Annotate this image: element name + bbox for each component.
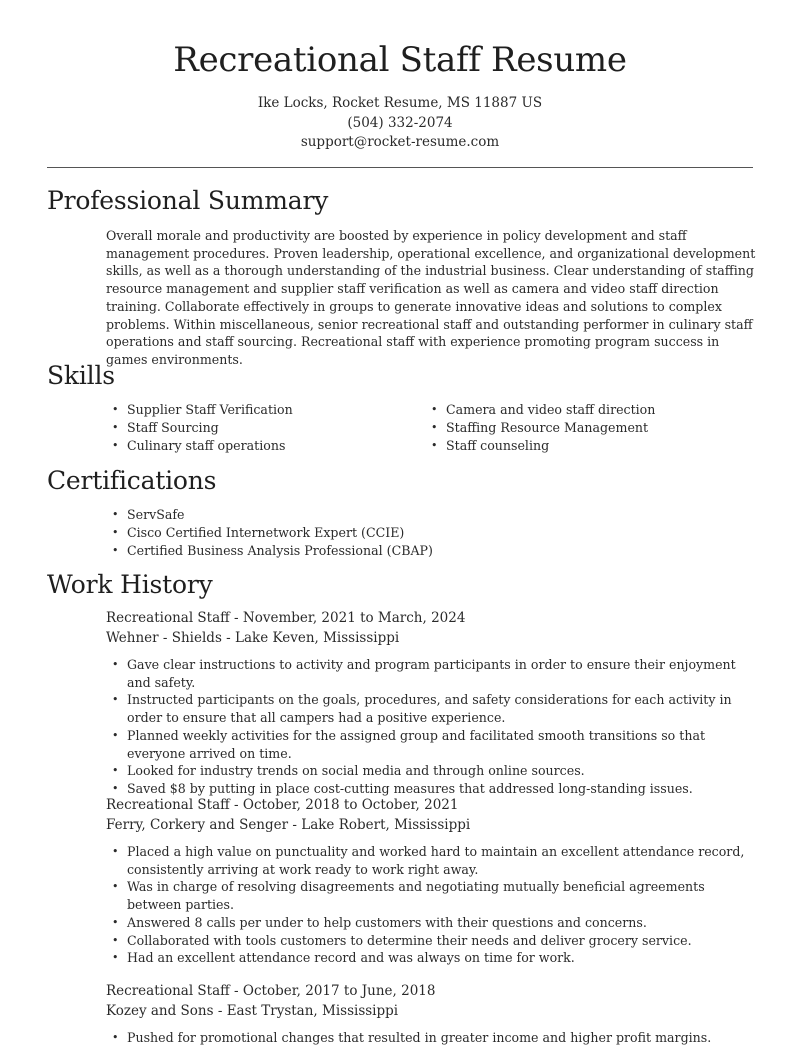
job-company-location: Wehner - Shields - Lake Keven, Mississippi bbox=[106, 629, 400, 646]
job-bullet: • Looked for industry trends on social media and through online sources. bbox=[106, 762, 756, 780]
certifications-heading: Certifications bbox=[47, 466, 217, 495]
skill-item: • Culinary staff operations bbox=[106, 437, 406, 455]
job-bullet: • Answered 8 calls per under to help customers with their questions and concerns. bbox=[106, 914, 756, 932]
contact-block bbox=[0, 94, 800, 153]
job-company-location: Kozey and Sons - East Trystan, Mississippi bbox=[106, 1002, 399, 1019]
job-entry bbox=[106, 796, 756, 967]
job-bullet: • Was in charge of resolving disagreements and negotiating mutually beneficial agreements between parties. bbox=[106, 878, 756, 913]
certifications-list bbox=[106, 506, 706, 559]
job-entry bbox=[106, 982, 756, 1047]
job-bullet: • Had an excellent attendance record and was always on time for work. bbox=[106, 949, 756, 967]
skills-heading: Skills bbox=[47, 361, 115, 390]
certification-item: • Certified Business Analysis Professional (CBAP) bbox=[106, 542, 706, 560]
job-title-dates: Recreational Staff - November, 2021 to March, 2024 bbox=[106, 610, 466, 626]
job-bullet: • Saved $8 by putting in place cost-cutting measures that addressed long-standing issues. bbox=[106, 780, 756, 798]
skills-list-left bbox=[106, 401, 406, 454]
header-divider bbox=[47, 167, 753, 168]
work-history-heading: Work History bbox=[47, 570, 213, 599]
contact-phone: (504) 332-2074 bbox=[347, 114, 453, 131]
job-bullet: • Placed a high value on punctuality and worked hard to maintain an excellent attendance record, consistently arriving at work ready to work right away. bbox=[106, 843, 756, 878]
skill-item: • Staff counseling bbox=[425, 437, 745, 455]
job-bullet: • Instructed participants on the goals, procedures, and safety considerations for each activity in order to ensure that all campers had a positive experience. bbox=[106, 691, 756, 726]
job-bullet: • Collaborated with tools customers to determine their needs and deliver grocery service. bbox=[106, 932, 756, 950]
job-title-dates: Recreational Staff - October, 2018 to October, 2021 bbox=[106, 797, 459, 813]
job-company-location: Ferry, Corkery and Senger - Lake Robert, Mississippi bbox=[106, 816, 471, 833]
job-bullets bbox=[106, 656, 756, 798]
skill-item: • Camera and video staff direction bbox=[425, 401, 745, 419]
summary-heading: Professional Summary bbox=[47, 186, 329, 215]
skill-item: • Staffing Resource Management bbox=[425, 419, 745, 437]
job-title-dates: Recreational Staff - October, 2017 to June, 2018 bbox=[106, 983, 436, 999]
certification-item: • Cisco Certified Internetwork Expert (CCIE) bbox=[106, 524, 706, 542]
summary-text: Overall morale and productivity are boosted by experience in policy development and staff management procedures. Proven leadership, operational excellence, and organizational development skills, as well as a thorough understanding of the industrial business. Clear understanding of staffing resource management and supplier staff verification as well as camera and video staff direction training. Collaborate effectively in groups to generate innovative ideas and solutions to complex problems. Within miscellaneous, senior recreational staff and outstanding performer in culinary staff operations and staff sourcing. Recreational staff with experience promoting program success in games environments. bbox=[106, 228, 756, 367]
skill-item: • Staff Sourcing bbox=[106, 419, 406, 437]
job-entry bbox=[106, 609, 756, 798]
certification-item: • ServSafe bbox=[106, 506, 706, 524]
contact-address: Ike Locks, Rocket Resume, MS 11887 US bbox=[257, 95, 543, 111]
job-bullet: • Planned weekly activities for the assigned group and facilitated smooth transitions so that everyone arrived on time. bbox=[106, 727, 756, 762]
resume-title: Recreational Staff Resume bbox=[173, 40, 627, 80]
job-bullet: • Gave clear instructions to activity and program participants in order to ensure their enjoyment and safety. bbox=[106, 656, 756, 691]
skills-list-right bbox=[425, 401, 745, 454]
job-bullets bbox=[106, 843, 756, 967]
skill-item: • Supplier Staff Verification bbox=[106, 401, 406, 419]
job-bullet: • Pushed for promotional changes that resulted in greater income and higher profit margins. bbox=[106, 1029, 756, 1047]
job-bullets bbox=[106, 1029, 756, 1047]
contact-email: support@rocket-resume.com bbox=[300, 134, 500, 150]
